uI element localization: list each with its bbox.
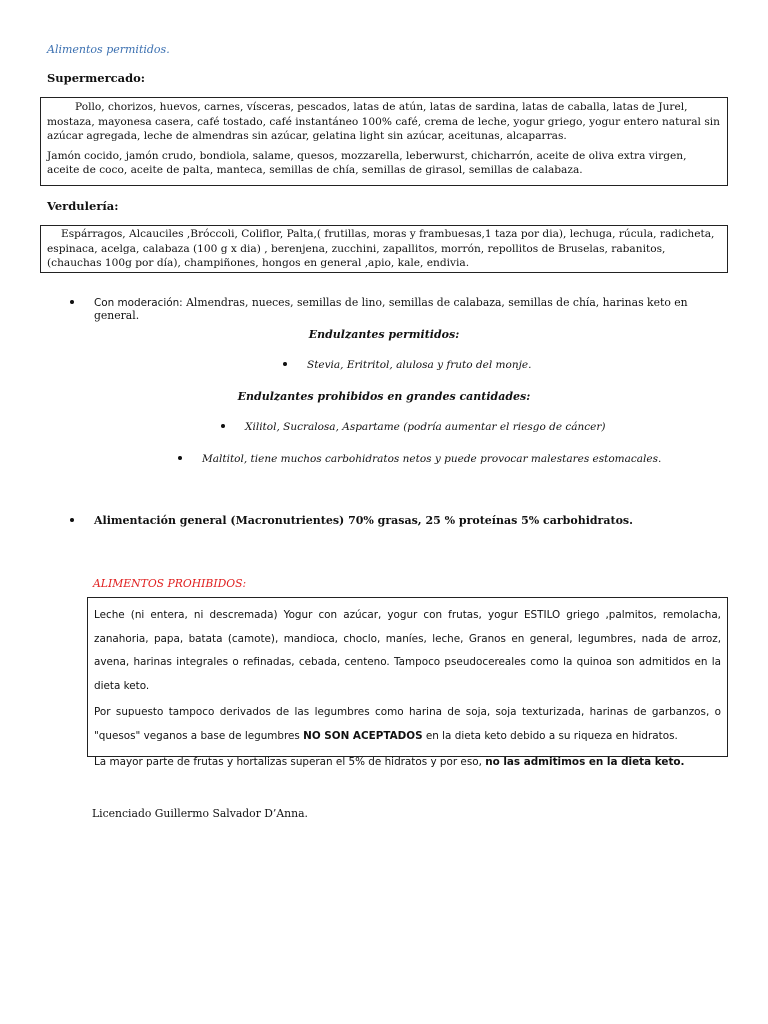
prohibidos-paragraph-1: Leche (ni entera, ni descremada) Yogur con azúcar, yogur con frutas, yogur ESTILO griego ,palmitos, remolacha, zanahoria, papa, batata (camote), mandioca, choclo, maníes, leche, Granos en general, legumbres, nada de arroz, avena, harinas integrales o refinadas, cebada, centeno. Tampoco pseudocereales como la quinoa son admitidos en la dieta keto. [94, 609, 721, 692]
endulzantes-prohibidos-title: Endulzantes prohibidos en grandes cantidades: [237, 390, 531, 403]
macronutrientes-item: Alimentación general (Macronutrientes) 70% grasas, 25 % proteínas 5% carbohidratos. [70, 514, 633, 527]
supermercado-box [40, 97, 728, 186]
prohibidos-box [87, 597, 728, 768]
moderacion-text: Almendras, nueces, semillas de lino, semillas de calabaza, semillas de chía, harinas keto en general. [94, 296, 688, 322]
moderacion-label: Con moderación: [94, 297, 183, 309]
supermercado-paragraph-1: Pollo, chorizos, huevos, carnes, vísceras, pescados, latas de atún, latas de sardina, latas de caballa, latas de Jurel, mostaza, mayonesa casera, café tostado, café instantáneo 100% café, crema de leche, yogur griego, yogur entero natural sin azúcar agregada, leche de almendras sin azúcar, gelatina light sin azúcar, aceitunas, alcaparras. [47, 101, 720, 142]
endulzantes-permitidos-item: Stevia, Eritritol, alulosa y fruto del monje. [283, 359, 531, 371]
bullet-icon [283, 362, 287, 366]
endulzantes-prohibidos-item-1: Xilitol, Sucralosa, Aspartame (podría aumentar el riesgo de cáncer) [221, 421, 606, 433]
bullet-icon [221, 424, 225, 428]
page-title: Alimentos permitidos. [47, 43, 170, 56]
prohibidos-paragraph-2: Por supuesto tampoco derivados de las legumbres como harina de soja, soja texturizada, harinas de garbanzos, o "quesos" veganos a base de legumbres NO SON ACEPTADOS en la dieta keto debido a su riqueza en hidratos. [94, 706, 721, 742]
verduleria-label: Verdulería: [47, 199, 119, 213]
bullet-icon [178, 456, 182, 460]
prohibidos-paragraph-3: La mayor parte de frutas y hortalizas superan el 5% de hidratos y por eso, no las admitimos en la dieta keto. [94, 756, 685, 768]
endulzantes-prohibidos-item-2: Maltitol, tiene muchos carbohidratos netos y puede provocar malestares estomacales. [178, 453, 661, 465]
signature: Licenciado Guillermo Salvador D’Anna. [92, 807, 308, 820]
endulzantes-permitidos-title: Endulzantes permitidos: [308, 328, 460, 341]
bullet-icon [70, 518, 74, 522]
verduleria-paragraph: Espárragos, Alcauciles ,Bróccoli, Coliflor, Palta,( frutillas, moras y frambuesas,1 taza por dia), lechuga, rúcula, radicheta, espinaca, acelga, calabaza (100 g x dia) , berenjena, zucchini, zapallitos, morrón, repollitos de Bruselas, rabanitos, (chauchas 100g por día), champiñones, hongos en general ,apio, kale, endivia. [47, 228, 715, 269]
supermercado-paragraph-2: Jamón cocido, jamón crudo, bondiola, salame, quesos, mozzarella, leberwurst, chicharrón, aceite de oliva extra virgen, aceite de coco, aceite de palta, manteca, semillas de chía, semillas de girasol, semillas de calabaza. [47, 149, 687, 176]
prohibidos-title: ALIMENTOS PROHIBIDOS: [93, 577, 247, 590]
moderacion-item [70, 296, 730, 322]
bullet-icon [70, 300, 74, 304]
supermercado-label: Supermercado: [47, 71, 146, 85]
verduleria-box [40, 225, 728, 273]
